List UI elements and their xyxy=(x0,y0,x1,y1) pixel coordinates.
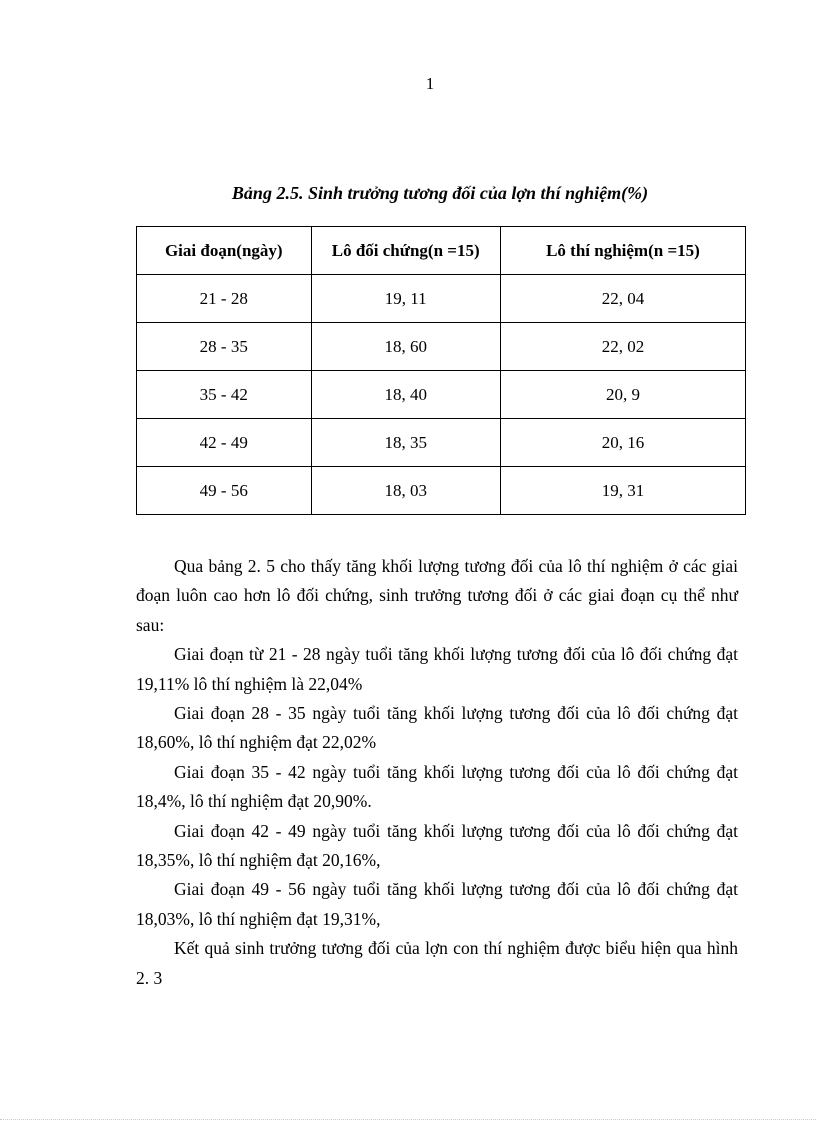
header-experiment-group: Lô thí nghiệm(n =15) xyxy=(500,227,745,275)
cell-period: 21 - 28 xyxy=(137,275,312,323)
paragraph-period-42-49: Giai đoạn 42 - 49 ngày tuổi tăng khối lượng tương đối của lô đối chứng đạt 18,35%, lô thí nghiệm đạt 20,16%, xyxy=(136,820,738,871)
cell-period: 42 - 49 xyxy=(137,419,312,467)
page-number: 1 xyxy=(425,74,435,93)
growth-table xyxy=(136,226,746,515)
table-caption: Bảng 2.5. Sinh trưởng tương đối của lợn thí nghiệm(%) xyxy=(231,183,649,203)
body-text xyxy=(136,552,738,993)
cell-control: 18, 35 xyxy=(311,419,500,467)
paragraph-period-28-35: Giai đoạn 28 - 35 ngày tuổi tăng khối lượng tương đối của lô đối chứng đạt 18,60%, lô thí nghiệm đạt 22,02% xyxy=(136,703,738,753)
cell-period: 49 - 56 xyxy=(137,467,312,515)
cell-control: 18, 03 xyxy=(311,467,500,515)
paragraph-period-49-56: Giai đoạn 49 - 56 ngày tuổi tăng khối lượng tương đối của lô đối chứng đạt 18,03%, lô thí nghiệm đạt 19,31%, xyxy=(136,879,738,929)
paragraph-conclusion: Kết quả sinh trưởng tương đối của lợn con thí nghiệm được biểu hiện qua hình 2. 3 xyxy=(136,938,738,988)
cell-control: 18, 40 xyxy=(311,371,500,419)
cell-experiment: 19, 31 xyxy=(500,467,745,515)
header-control-group: Lô đối chứng(n =15) xyxy=(311,227,500,275)
cell-experiment: 20, 9 xyxy=(500,371,745,419)
table-row xyxy=(137,323,746,371)
table-header-row xyxy=(137,227,746,275)
cell-experiment: 22, 04 xyxy=(500,275,745,323)
page-bottom-divider xyxy=(0,1119,816,1120)
cell-experiment: 22, 02 xyxy=(500,323,745,371)
table-row xyxy=(137,419,746,467)
cell-control: 18, 60 xyxy=(311,323,500,371)
cell-period: 28 - 35 xyxy=(137,323,312,371)
table-row xyxy=(137,371,746,419)
paragraph-intro: Qua bảng 2. 5 cho thấy tăng khối lượng tương đối của lô thí nghiệm ở các giai đoạn luôn cao hơn lô đối chứng, sinh trưởng tương đối ở các giai đoạn cụ thể như sau: xyxy=(136,556,738,635)
cell-period: 35 - 42 xyxy=(137,371,312,419)
cell-experiment: 20, 16 xyxy=(500,419,745,467)
header-period: Giai đoạn(ngày) xyxy=(137,227,312,275)
table-row xyxy=(137,275,746,323)
paragraph-period-35-42: Giai đoạn 35 - 42 ngày tuổi tăng khối lượng tương đối của lô đối chứng đạt 18,4%, lô thí nghiệm đạt 20,90%. xyxy=(136,761,738,812)
table-row xyxy=(137,467,746,515)
cell-control: 19, 11 xyxy=(311,275,500,323)
paragraph-period-21-28: Giai đoạn từ 21 - 28 ngày tuổi tăng khối lượng tương đối của lô đối chứng đạt 19,11% lô thí nghiệm là 22,04% xyxy=(136,644,738,694)
